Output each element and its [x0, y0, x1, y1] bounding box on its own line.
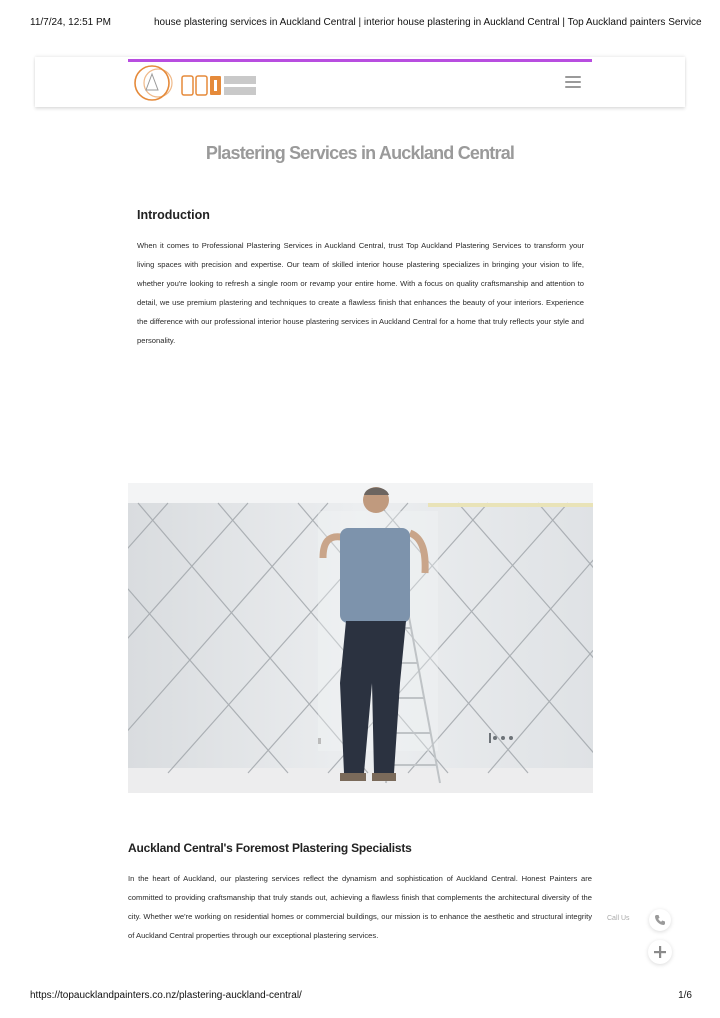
call-us-button[interactable]	[649, 909, 671, 931]
phone-icon	[649, 909, 671, 931]
plus-icon	[648, 940, 672, 964]
expand-contact-button[interactable]	[648, 940, 672, 964]
call-us-label: Call Us	[607, 915, 630, 922]
print-timestamp: 11/7/24, 12:51 PM	[30, 17, 111, 28]
intro-paragraph: When it comes to Professional Plastering Services in Auckland Central, trust Top Auckland Plastering Services to transform your living spaces with precision and expertise. Our team of skilled interior house plastering specializes in bringing your vision to life, whether you're looking to refresh a single room or revamp your entire home. With a focus on quality craftsmanship and attention to detail, we use premium plastering and techniques to create a flawless finish that enhances the beauty of your interiors. Experience the difference with our professional interior house plastering services in Auckland Central for a home that truly reflects your style and personality.	[137, 241, 584, 345]
site-header	[35, 57, 685, 107]
section-paragraph: In the heart of Auckland, our plastering services reflect the dynamism and sophistication of Auckland Central. Honest Painters are committed to providing craftsmanship that truly stands out, achieving a flawless finish that complements the architectural diversity of the city. Whether we're working on residential homes or commercial buildings, our mission is to enhance the aesthetic and structural integrity of Auckland Central properties through our exceptional plastering services.	[128, 874, 592, 940]
hamburger-menu-icon[interactable]	[565, 76, 581, 89]
print-page-number: 1/6	[678, 990, 692, 1001]
print-footer	[0, 990, 720, 1004]
page-title: Plastering Services in Auckland Central	[205, 143, 515, 163]
intro-heading: Introduction	[137, 208, 210, 222]
print-page-url: https://topaucklandpainters.co.nz/plastering-auckland-central/	[30, 990, 302, 1001]
house-painter-logo-icon	[132, 62, 262, 104]
print-header	[0, 17, 720, 31]
hero-image	[128, 483, 593, 793]
site-logo[interactable]	[132, 62, 262, 104]
worker-on-ladder-photo	[128, 483, 593, 793]
section-heading: Auckland Central's Foremost Plastering Specialists	[128, 841, 412, 855]
print-page-title: house plastering services in Auckland Central | interior house plastering in Auckland Central | Top Auckland painters Service	[154, 17, 702, 28]
